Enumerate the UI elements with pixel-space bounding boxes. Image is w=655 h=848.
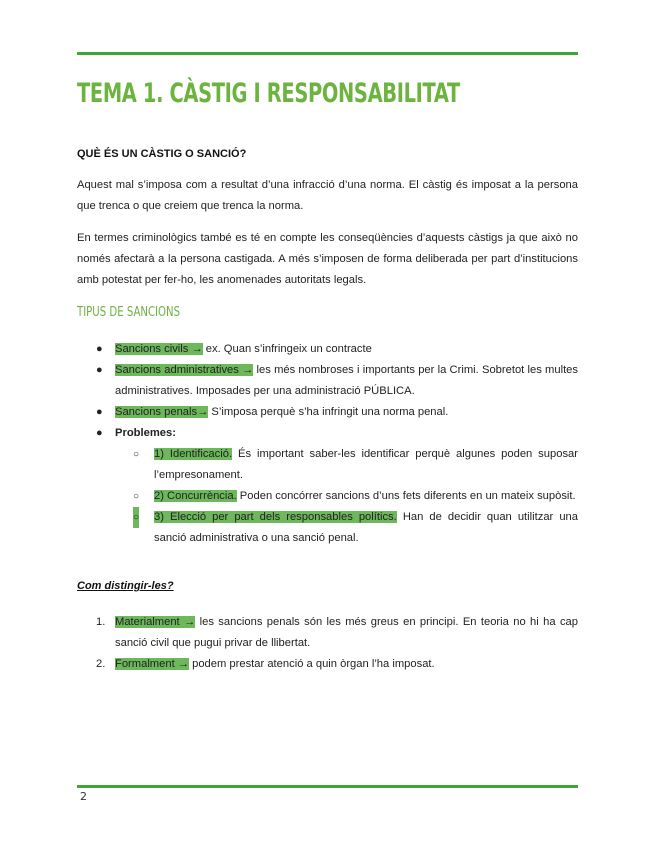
sanctions-list [77, 339, 578, 549]
circle-bullet-icon: ○ [133, 449, 140, 460]
item-text: Han de decidir quan utilitzar una sanció administrativa o una sanció penal. [154, 511, 578, 544]
item-text: S’imposa perquè s’ha infringit una norma penal. [208, 406, 449, 418]
highlighted-term: Sancions administratives → [115, 364, 254, 376]
list-item [77, 402, 578, 423]
item-text: les més nombroses i importants per la Crimi. Sobretot les multes administratives. Imposades per una administració PÚBLICA. [115, 364, 578, 397]
bullet-icon: ● [96, 343, 103, 355]
list-item [77, 654, 578, 675]
item-text: les sancions penals són les més greus en principi. En teoria no hi ha cap sanció civil que pugui privar de llibertat. [115, 616, 578, 649]
sub-list-item [77, 507, 578, 549]
item-text: Poden concórrer sancions d’uns fets diferents en un mateix supòsit. [236, 490, 576, 502]
item-text: És important saber-les identificar perquè algunes poden suposar l’empresonament. [154, 448, 578, 481]
highlighted-term: 3) Elecció per part dels responsables polítics. [154, 511, 397, 523]
bullet-icon: ● [96, 364, 103, 376]
bottom-rule [77, 785, 578, 788]
bullet-icon: ● [96, 406, 103, 418]
item-text: ex. Quan s’infringeix un contracte [202, 343, 372, 355]
list-item [77, 612, 578, 654]
highlighted-term: Materialment → [115, 616, 196, 628]
highlighted-term: 2) Concurrència. [154, 490, 237, 502]
list-number: 1. [96, 616, 106, 628]
bullet-icon: ● [96, 427, 103, 439]
subheading-sanction-types: TIPUS DE SANCIONS [77, 305, 181, 320]
highlighted-term: Formalment → [115, 658, 189, 670]
sub-list-item [77, 444, 578, 486]
highlighted-term: Sancions penals→ [115, 406, 209, 418]
circle-bullet-icon: ○ [133, 491, 140, 502]
highlighted-term: 1) Identificació. [154, 448, 233, 460]
page-title: TEMA 1. CÀSTIG I RESPONSABILITAT [77, 78, 460, 109]
top-rule [77, 52, 578, 55]
distinguish-list [77, 612, 578, 675]
list-item [77, 339, 578, 360]
highlighted-term: Sancions civils → [115, 343, 203, 355]
paragraph-2: En termes criminològics també es té en compte les conseqüències d’aquests càstigs ja que això no només afectarà a la persona castigada. A més s’imposen de forma deliberada per part d’institucions amb potestat per fer-ho, les anomenades autoritats legals. [77, 232, 578, 286]
list-item [77, 423, 578, 444]
problems-label: Problemes: [115, 427, 176, 439]
list-item [77, 360, 578, 402]
circle-bullet-icon: ○ [133, 507, 139, 528]
paragraph-1: Aquest mal s’imposa com a resultat d’una infracció d’una norma. El càstig és imposat a la persona que trenca o que creiem que trenca la norma. [77, 179, 578, 212]
distinguish-heading: Com distingir-les? [77, 580, 174, 592]
item-text: podem prestar atenció a quin òrgan l’ha imposat. [188, 658, 435, 670]
list-number: 2. [96, 658, 106, 670]
section-question-heading: QUÈ ÉS UN CÀSTIG O SANCIÓ? [77, 148, 247, 160]
page-number: 2 [80, 790, 87, 803]
sub-list-item [77, 486, 578, 507]
